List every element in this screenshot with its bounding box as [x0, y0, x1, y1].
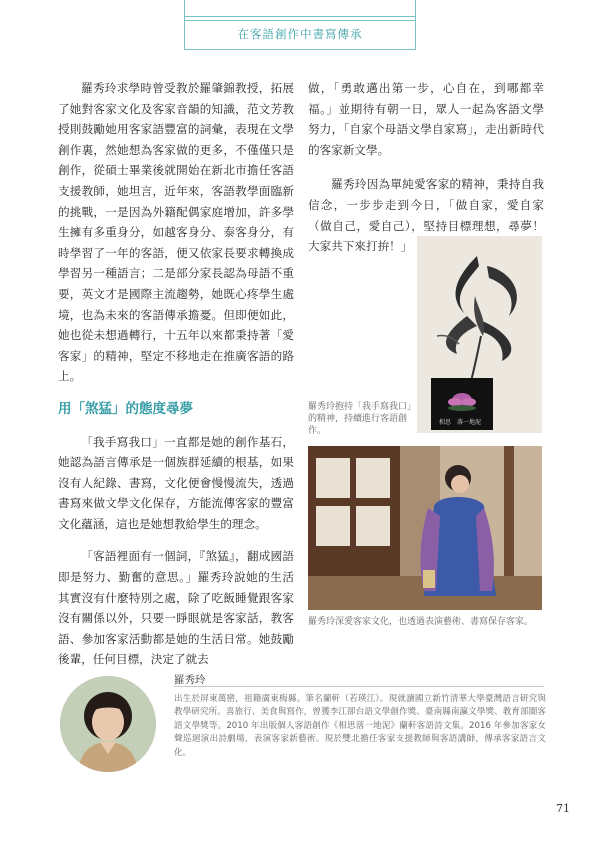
body-paragraph: 羅秀玲求學時曾受教於羅肇錦教授，拓展了她對客家文化及客家音韻的知識，范文芳教授則鼓勵她用客家語豐富的詞彙，表現在文學創作裏，然她想為客家做的更多，不僅僅只是創作，從碩士畢業後就開始在新北市擔任客語支援教師，她坦言，近年來，客語教學面臨新的挑戰，一是因為外籍配偶家庭增加，許多學生擁有多重身分，如越客身分、泰客身分，有時學習了一年的客語，便又依家長要求轉換成學習另一種語言；二是部分家長認為母語不重要，英文才是國際主流趨勢，她既心疼學生處境，也為未來的客語傳承擔憂。但即便如此，她也從未想過轉行，十五年以來都秉持著「愛客家」的精神，堅定不移地走在推廣客語的路上。	[58, 81, 294, 384]
page-number: 71	[556, 802, 570, 815]
running-header-title: 在客語創作中書寫傳承	[237, 27, 363, 41]
header-tab	[184, 0, 416, 50]
body-paragraph: 「客語裡面有一個詞，『煞猛』，翻成國語即是努力、勤奮的意思。」羅秀玲說她的生活其實沒有什麼特別之處，除了吃飯睡覺跟客家沒有關係以外，只要一睜眼就是客家話，教客語、參加客家活動都是她的生活日常。她鼓勵後輩，任何目標，決定了就去	[58, 549, 294, 667]
author-portrait	[60, 676, 156, 772]
header-line-top	[185, 16, 415, 17]
body-paragraph: 做，「勇敢邁出第一步，心自在，到哪都幸福。」並期待有朝一日，眾人一起為客語文學努力，「自家个母語文學自家寫」，走出新時代的客家新文學。	[308, 81, 544, 157]
header-line-bottom	[185, 20, 415, 21]
bio-text: 出生於屏東萬巒，祖籍廣東梅縣。筆名蘭軒（若瑛江）。現就讀國立新竹清華大學臺灣語言研究與教學研究所。喜旅行、美食與寫作，曾獲李江卻台語文學創作獎、臺南縣南瀛文學獎、教育部閩客語文學獎等。2010 年出版個人客語創作《相思落一地泥》蘭軒客語詩文集。2016 年參加客家女聲巡迴演出詩劇場，表演客家新藝術。現於雙北擔任客家支援教師與客語講師，傳承客家語言文化。	[174, 694, 546, 758]
book-cover-photo	[417, 236, 542, 433]
avatar	[60, 676, 156, 772]
body-paragraph: 「我手寫我口」一直都是她的創作基石，她認為語言傳承是一個族群延續的根基，如果沒有人紀錄、書寫，文化便會慢慢流失，透過書寫來做文學文化保存，方能流傳客家的豐富文化蘊涵，這也是她想教給學生的理念。	[58, 434, 294, 531]
section-heading: 用「煞猛」的態度尋夢	[58, 400, 193, 417]
book-title: 相思 落一地泥	[439, 419, 482, 426]
body-paragraph: 羅秀玲因為單純愛客家的精神，秉持自我信念，一步步走到今日，「做自家，愛自家（做自己，愛自己），堅持目標理想，尋夢！大家共下來打拚！」	[308, 177, 544, 254]
performer-illustration	[308, 446, 542, 610]
photo-caption: 羅秀玲抱持「我手寫我口」的精神，持續進行客語創作。	[308, 402, 412, 436]
book-thumbnail	[431, 378, 493, 430]
bio-name: 羅秀玲	[174, 674, 206, 686]
performance-photo	[308, 446, 542, 610]
bio-divider	[174, 686, 544, 687]
left-column	[58, 78, 294, 682]
photo-caption: 羅秀玲深愛客家文化，也透過表演藝術、書寫保存客家。	[308, 617, 534, 627]
